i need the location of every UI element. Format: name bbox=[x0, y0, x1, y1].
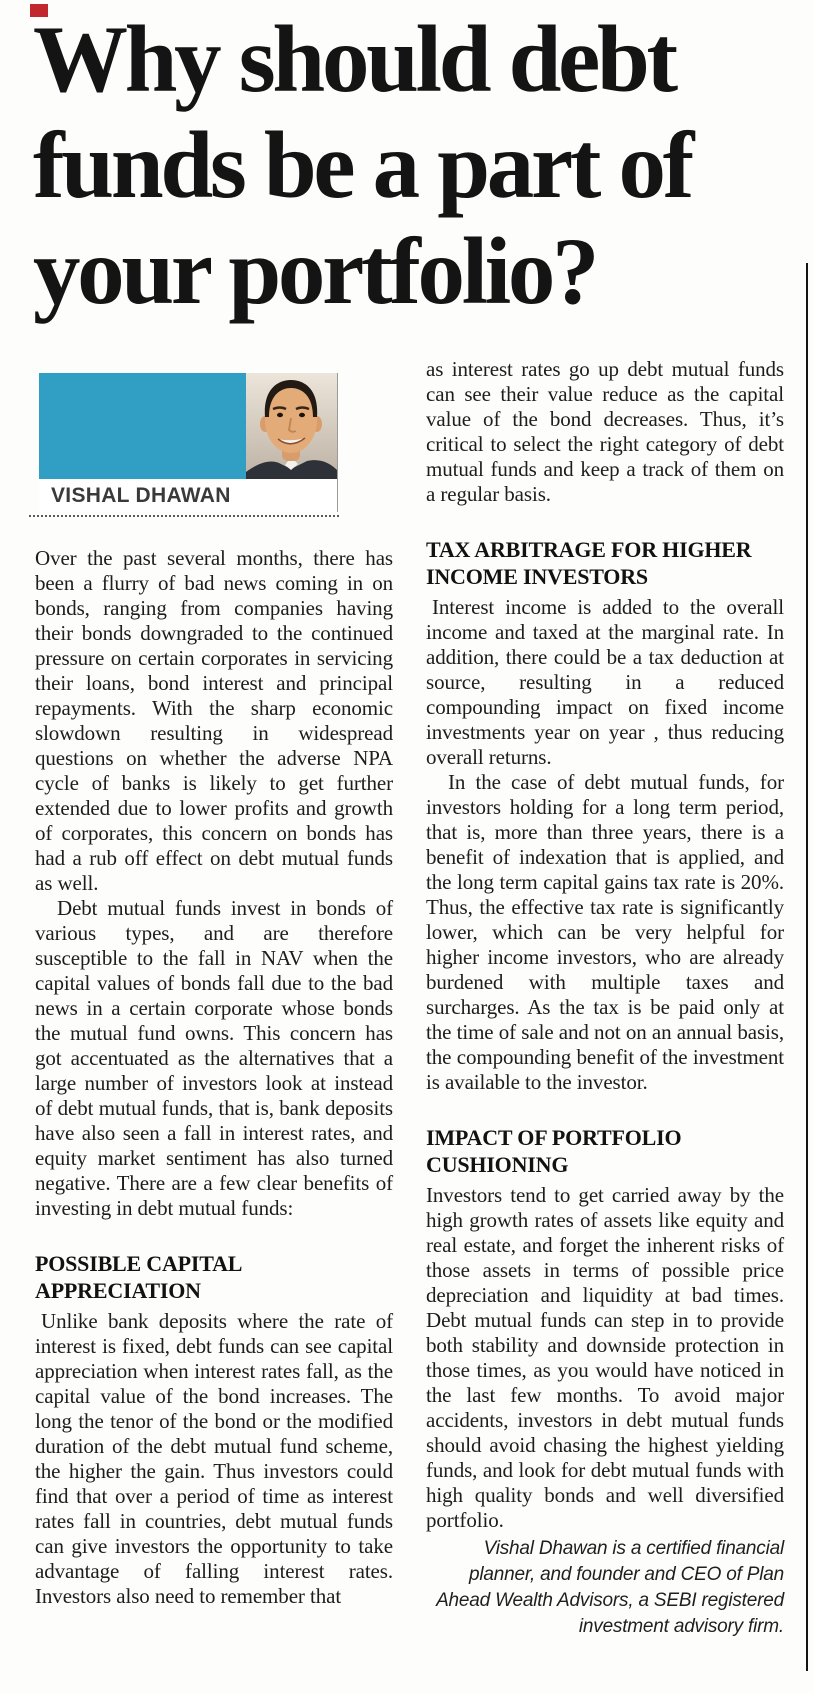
article-paragraph: Investors tend to get carried away by the high growth rates of assets like equity and real estate, and forget the inherent risks of those assets in terms of possible price depreciation and liquidity at bad times. Debt mutual funds can step in to provide both stability and downside protection in those times, as you would have noticed in the last few months. To avoid major accidents, investors in debt mutual funds should avoid chasing the highest yielding funds, and look for debt mutual funds with high quality bonds and well diversified portfolio. bbox=[426, 1183, 784, 1532]
headline-line-2: funds be a part of bbox=[33, 112, 692, 218]
article-paragraph: Unlike bank deposits where the rate of interest is fixed, debt funds can see capital appreciation when interest rates fall, as the capital value of the bond increases. The long the tenor of the bond or the modified duration of the debt mutual fund scheme, the higher the gain. Thus investors could find that over a period of time as interest rates fall in countries, debt mutual funds can give investors the opportunity to take advantage of falling interest rates. Investors also need to remember that bbox=[35, 1309, 393, 1608]
author-photo-box bbox=[39, 373, 338, 512]
column-divider-rule bbox=[806, 263, 808, 1671]
article-headline bbox=[33, 6, 795, 324]
section-heading-portfolio-cushioning: IMPACT OF PORTFOLIO CUSHIONING bbox=[426, 1125, 682, 1177]
author-photo-icon bbox=[39, 373, 337, 479]
right-column bbox=[426, 345, 784, 1640]
headline-line-3: your portfolio? bbox=[33, 218, 597, 324]
article-paragraph: Interest income is added to the overall income and taxed at the marginal rate. In addition, there could be a tax deduction at source, resulting in a reduced compounding impact on fixed income investments year on year , thus reducing overall returns. bbox=[426, 595, 784, 769]
section-heading-possible-capital-appreciation: POSSIBLE CAPITAL APPRECIATION bbox=[35, 1251, 242, 1303]
section-heading-tax-arbitrage: TAX ARBITRAGE FOR HIGHER INCOME INVESTORS bbox=[426, 537, 752, 589]
author-byline: Vishal Dhawan is a certified financial planner, and founder and CEO of Plan Ahead Wealth Advisors, a SEBI registered investment advisory firm. bbox=[436, 1538, 784, 1637]
article-paragraph: Debt mutual funds invest in bonds of various types, and are therefore susceptible to the fall in NAV when the capital values of bonds fall due to the bad news in a certain corporate whose bonds the mutual fund owns. This concern has got accentuated as the alternatives that a large number of investors look at instead of debt mutual funds, that is, bank deposits have also seen a fall in interest rates, and equity market sentiment has also turned negative. There are a few clear benefits of investing in debt mutual funds: bbox=[35, 896, 393, 1220]
article-paragraph: In the case of debt mutual funds, for investors holding for a long term period, that is, more than three years, there is a benefit of indexation that is applied, and the long term capital gains tax rate is 20%. Thus, the effective tax rate is significantly lower, which can be very helpful for higher income investors, who are already burdened with multiple taxes and surcharges. As the tax is be paid only at the time of sale and not on an annual basis, the compounding benefit of the investment is available to the investor. bbox=[426, 770, 784, 1094]
author-name: VISHAL DHAWAN bbox=[51, 484, 231, 507]
headline-line-1: Why should debt bbox=[33, 6, 675, 112]
left-column bbox=[35, 345, 393, 1640]
article-body bbox=[35, 345, 787, 1640]
author-card bbox=[29, 373, 339, 517]
article-paragraph: as interest rates go up debt mutual funds can see their value reduce as the capital value of the bond decreases. Thus, it’s critical to select the right category of debt mutual funds and keep a track of them on a regular basis. bbox=[426, 357, 784, 506]
article-paragraph: Over the past several months, there has been a flurry of bad news coming in on bonds, ranging from companies having their bonds downgraded to the continued pressure on certain corporates in servicing their loans, bond interest and principal repayments. With the sharp economic slowdown resulting in widespread questions on whether the adverse NPA cycle of banks is likely to get further extended due to lower profits and growth of corporates, this concern on bonds has had a rub off effect on debt mutual funds as well. bbox=[35, 546, 393, 895]
